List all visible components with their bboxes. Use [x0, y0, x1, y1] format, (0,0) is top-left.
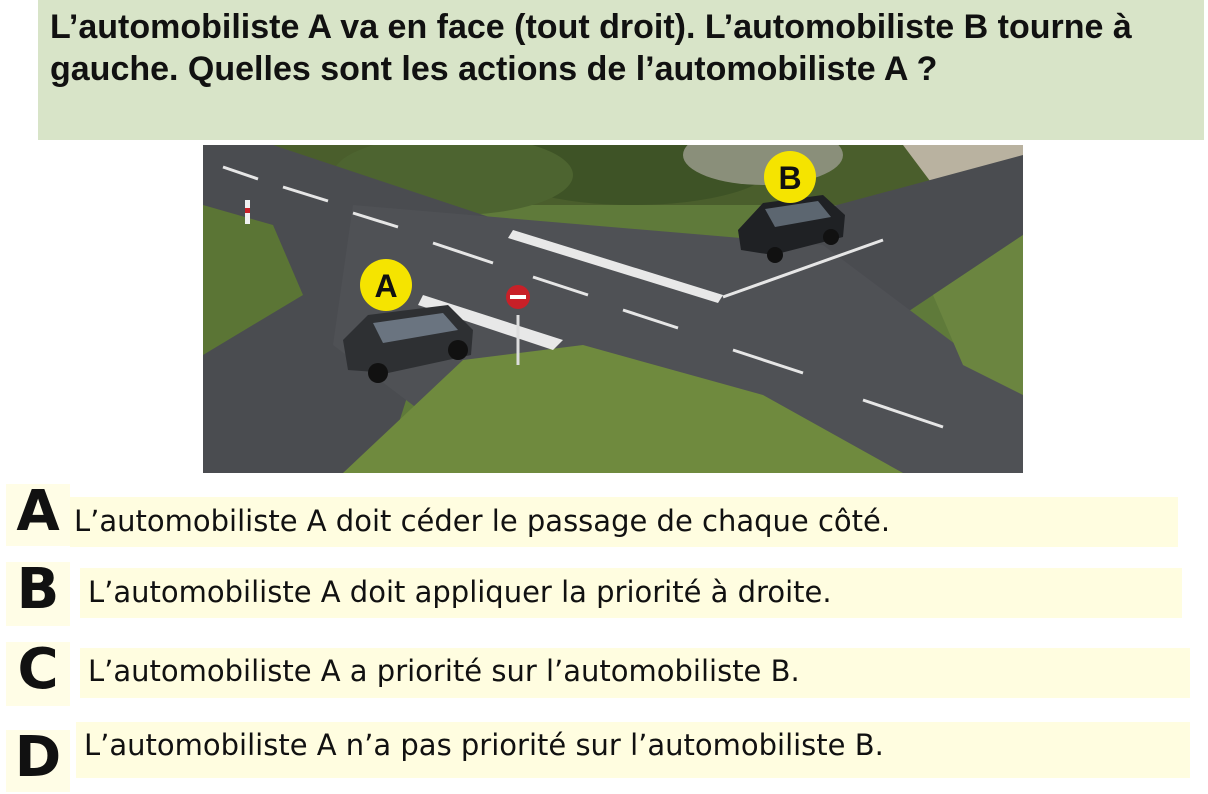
intersection-scene [203, 145, 1023, 473]
question-box [38, 0, 1204, 140]
answer-text-d: L’automobiliste A n’a pas priorité sur l’automobiliste B. [84, 728, 884, 762]
label-b-marker [764, 151, 816, 203]
answer-letter-d: D [6, 730, 70, 792]
question-text: L’automobiliste A va en face (tout droit). L’automobiliste B tourne à gauche. Quelles sont les actions de l’automobiliste A ? [50, 8, 1132, 88]
answer-letter-b: B [6, 562, 70, 626]
label-a-text: A [374, 268, 398, 304]
answer-text-c: L’automobiliste A a priorité sur l’automobiliste B. [88, 654, 800, 688]
label-a-marker [360, 259, 412, 311]
answer-letter-a: A [6, 484, 70, 546]
answer-text-b: L’automobiliste A doit appliquer la priorité à droite. [88, 575, 832, 609]
answer-letter-c: C [6, 642, 70, 706]
intersection-photo [203, 145, 1023, 473]
label-b-text: B [778, 160, 802, 196]
answer-text-a: L’automobiliste A doit céder le passage de chaque côté. [74, 504, 891, 538]
